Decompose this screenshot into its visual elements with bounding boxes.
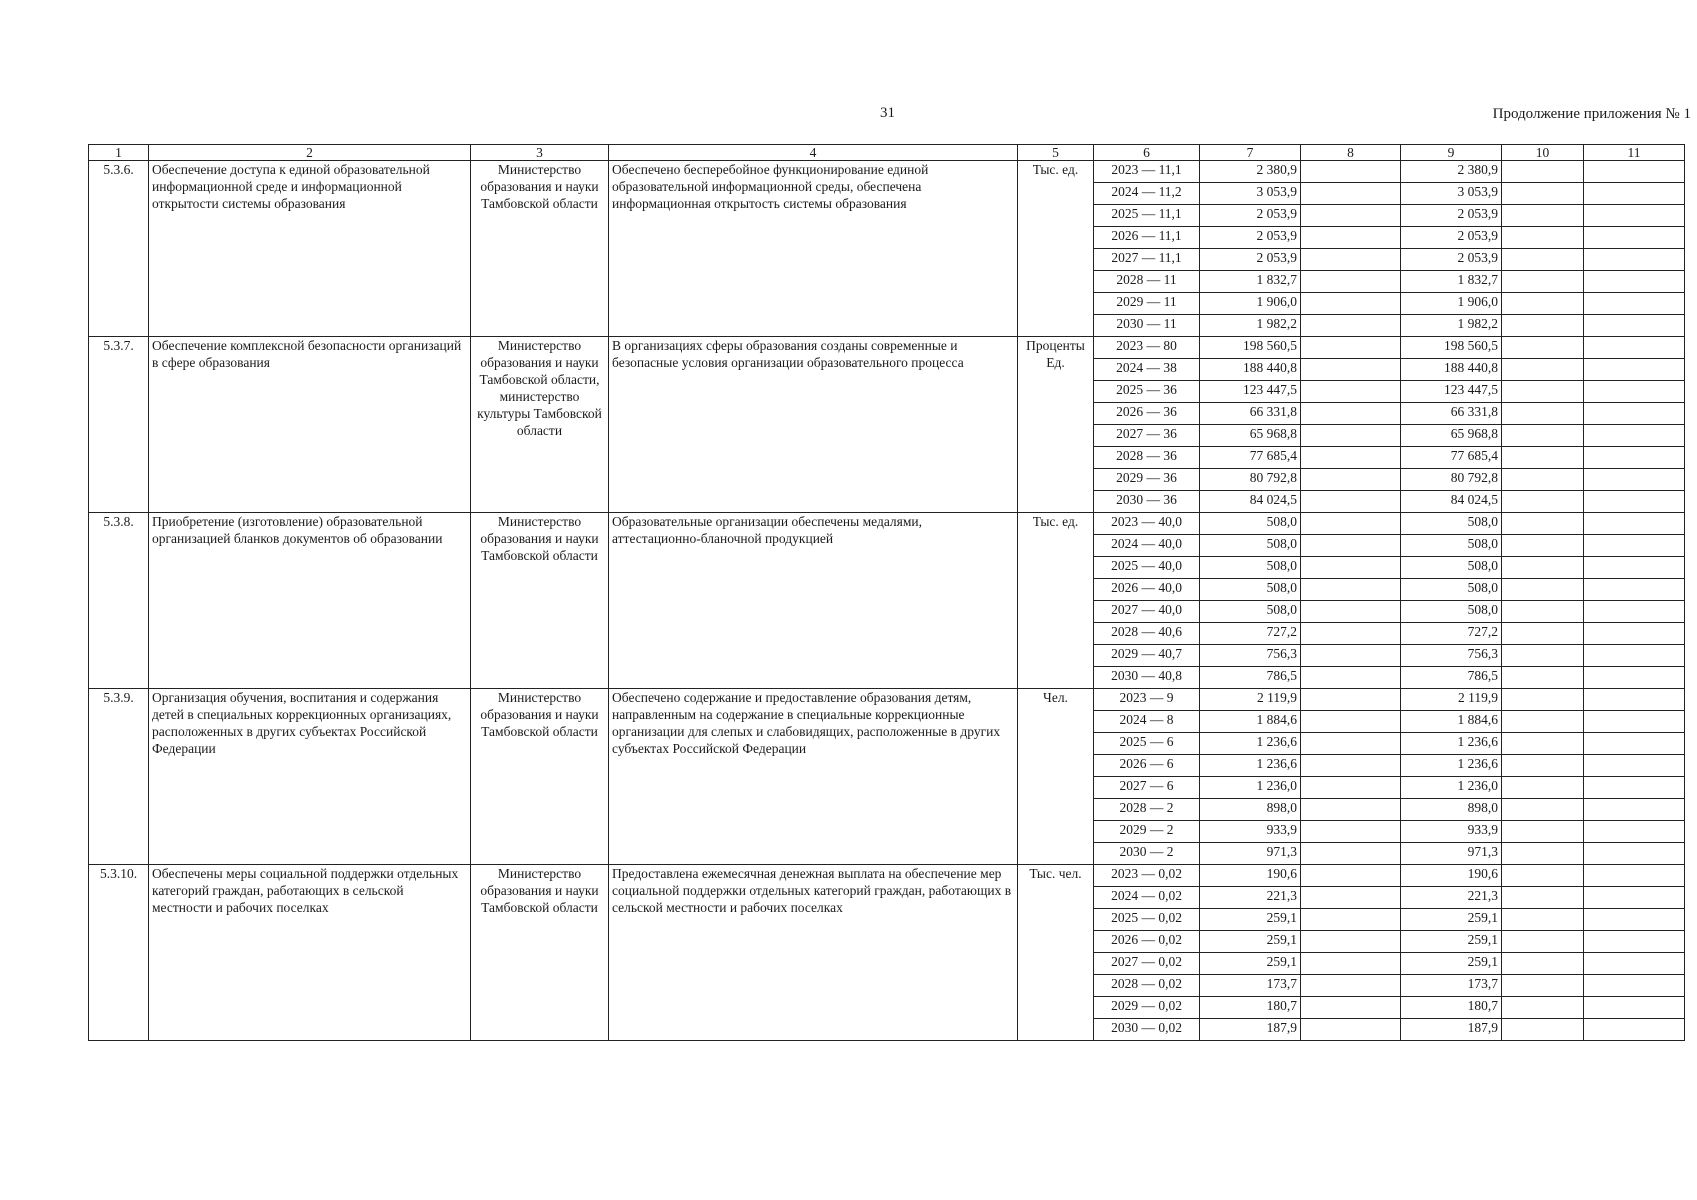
- total-value: 123 447,5: [1200, 381, 1301, 403]
- year-value: 2023 — 40,0: [1094, 513, 1200, 535]
- item-number: 5.3.7.: [89, 337, 149, 513]
- col10-value: [1502, 909, 1584, 931]
- col10-value: [1502, 821, 1584, 843]
- item-result: Образовательные организации обеспечены медалями, аттестационно-бланочной продукцией: [609, 513, 1018, 689]
- year-value: 2027 — 36: [1094, 425, 1200, 447]
- col10-value: [1502, 249, 1584, 271]
- col8-value: [1301, 513, 1401, 535]
- col10-value: [1502, 535, 1584, 557]
- col8-value: [1301, 491, 1401, 513]
- regional-value: 84 024,5: [1401, 491, 1502, 513]
- col11-value: [1584, 931, 1685, 953]
- regional-value: 80 792,8: [1401, 469, 1502, 491]
- regional-value: 1 884,6: [1401, 711, 1502, 733]
- header-row: [89, 145, 1685, 161]
- total-value: 180,7: [1200, 997, 1301, 1019]
- regional-value: 259,1: [1401, 931, 1502, 953]
- col10-value: [1502, 513, 1584, 535]
- total-value: 1 832,7: [1200, 271, 1301, 293]
- year-value: 2029 — 11: [1094, 293, 1200, 315]
- col10-value: [1502, 557, 1584, 579]
- table-row: [89, 865, 1685, 887]
- col11-value: [1584, 579, 1685, 601]
- col-header: 8: [1301, 145, 1401, 161]
- col10-value: [1502, 755, 1584, 777]
- regional-value: 1 236,0: [1401, 777, 1502, 799]
- total-value: 84 024,5: [1200, 491, 1301, 513]
- col-header: 11: [1584, 145, 1685, 161]
- regional-value: 1 982,2: [1401, 315, 1502, 337]
- regional-value: 3 053,9: [1401, 183, 1502, 205]
- total-value: 65 968,8: [1200, 425, 1301, 447]
- table-row: [89, 161, 1685, 183]
- col11-value: [1584, 821, 1685, 843]
- col8-value: [1301, 997, 1401, 1019]
- col8-value: [1301, 271, 1401, 293]
- item-result: Предоставлена ежемесячная денежная выплата на обеспечение мер социальной поддержки отдельных категорий граждан, работающих в сельской местности и рабочих поселках: [609, 865, 1018, 1041]
- item-unit: [1018, 337, 1094, 513]
- regional-value: 123 447,5: [1401, 381, 1502, 403]
- year-value: 2028 — 0,02: [1094, 975, 1200, 997]
- item-executor: Министерство образования и науки Тамбовской области, министерство культуры Тамбовской области: [471, 337, 609, 513]
- col8-value: [1301, 689, 1401, 711]
- col11-value: [1584, 469, 1685, 491]
- total-value: 3 053,9: [1200, 183, 1301, 205]
- col8-value: [1301, 667, 1401, 689]
- col8-value: [1301, 469, 1401, 491]
- col8-value: [1301, 293, 1401, 315]
- regional-value: 1 236,6: [1401, 755, 1502, 777]
- regional-value: 259,1: [1401, 909, 1502, 931]
- total-value: 508,0: [1200, 513, 1301, 535]
- item-unit: [1018, 865, 1094, 1041]
- col11-value: [1584, 667, 1685, 689]
- item-unit: [1018, 161, 1094, 337]
- col8-value: [1301, 843, 1401, 865]
- total-value: 2 119,9: [1200, 689, 1301, 711]
- col8-value: [1301, 865, 1401, 887]
- col11-value: [1584, 183, 1685, 205]
- regional-value: 508,0: [1401, 513, 1502, 535]
- col10-value: [1502, 887, 1584, 909]
- col8-value: [1301, 733, 1401, 755]
- col-header: 10: [1502, 145, 1584, 161]
- page-number: 31: [880, 105, 895, 121]
- total-value: 898,0: [1200, 799, 1301, 821]
- col11-value: [1584, 161, 1685, 183]
- col11-value: [1584, 689, 1685, 711]
- col10-value: [1502, 315, 1584, 337]
- col10-value: [1502, 183, 1584, 205]
- col8-value: [1301, 425, 1401, 447]
- col8-value: [1301, 755, 1401, 777]
- total-value: 1 236,6: [1200, 733, 1301, 755]
- main-table: [88, 144, 1685, 1041]
- col10-value: [1502, 953, 1584, 975]
- col8-value: [1301, 623, 1401, 645]
- col11-value: [1584, 997, 1685, 1019]
- total-value: 77 685,4: [1200, 447, 1301, 469]
- year-value: 2023 — 11,1: [1094, 161, 1200, 183]
- col10-value: [1502, 931, 1584, 953]
- col10-value: [1502, 293, 1584, 315]
- col8-value: [1301, 337, 1401, 359]
- item-name: Организация обучения, воспитания и содержания детей в специальных коррекционных организациях, расположенных в других субъектах Российской Федерации: [149, 689, 471, 865]
- col10-value: [1502, 689, 1584, 711]
- total-value: 259,1: [1200, 953, 1301, 975]
- unit-label: Чел.: [1043, 690, 1068, 705]
- col11-value: [1584, 557, 1685, 579]
- regional-value: 2 053,9: [1401, 227, 1502, 249]
- col11-value: [1584, 359, 1685, 381]
- col8-value: [1301, 381, 1401, 403]
- year-value: 2025 — 40,0: [1094, 557, 1200, 579]
- col8-value: [1301, 403, 1401, 425]
- col11-value: [1584, 403, 1685, 425]
- item-number: 5.3.9.: [89, 689, 149, 865]
- year-value: 2027 — 6: [1094, 777, 1200, 799]
- item-number: 5.3.8.: [89, 513, 149, 689]
- col11-value: [1584, 799, 1685, 821]
- year-value: 2028 — 40,6: [1094, 623, 1200, 645]
- col10-value: [1502, 381, 1584, 403]
- regional-value: 190,6: [1401, 865, 1502, 887]
- unit-label: Ед.: [1046, 355, 1065, 370]
- regional-value: 180,7: [1401, 997, 1502, 1019]
- item-result: Обеспечено содержание и предоставление образования детям, направленным на содержание в специальные коррекционные организации для слепых и слабовидящих, расположенные в других субъектах Российской Федерации: [609, 689, 1018, 865]
- year-value: 2029 — 36: [1094, 469, 1200, 491]
- total-value: 66 331,8: [1200, 403, 1301, 425]
- item-executor: Министерство образования и науки Тамбовской области: [471, 161, 609, 337]
- item-executor: Министерство образования и науки Тамбовской области: [471, 865, 609, 1041]
- total-value: 188 440,8: [1200, 359, 1301, 381]
- item-result: Обеспечено бесперебойное функционирование единой образовательной информационной среды, обеспечена информационная открытость системы образования: [609, 161, 1018, 337]
- year-value: 2027 — 0,02: [1094, 953, 1200, 975]
- year-value: 2024 — 0,02: [1094, 887, 1200, 909]
- regional-value: 187,9: [1401, 1019, 1502, 1041]
- regional-value: 1 236,6: [1401, 733, 1502, 755]
- item-name: Обеспечение комплексной безопасности организаций в сфере образования: [149, 337, 471, 513]
- col10-value: [1502, 425, 1584, 447]
- col8-value: [1301, 315, 1401, 337]
- col11-value: [1584, 447, 1685, 469]
- col8-value: [1301, 799, 1401, 821]
- total-value: 1 884,6: [1200, 711, 1301, 733]
- col10-value: [1502, 601, 1584, 623]
- col8-value: [1301, 645, 1401, 667]
- regional-value: 898,0: [1401, 799, 1502, 821]
- col-header: 6: [1094, 145, 1200, 161]
- item-number: 5.3.10.: [89, 865, 149, 1041]
- unit-label: Тыс. ед.: [1032, 514, 1079, 529]
- col10-value: [1502, 403, 1584, 425]
- col-header: 5: [1018, 145, 1094, 161]
- regional-value: 2 053,9: [1401, 249, 1502, 271]
- item-unit: [1018, 513, 1094, 689]
- col10-value: [1502, 161, 1584, 183]
- col-header: 4: [609, 145, 1018, 161]
- col-header: 2: [149, 145, 471, 161]
- regional-value: 77 685,4: [1401, 447, 1502, 469]
- table-row: [89, 337, 1685, 359]
- col11-value: [1584, 337, 1685, 359]
- col8-value: [1301, 535, 1401, 557]
- total-value: 786,5: [1200, 667, 1301, 689]
- year-value: 2024 — 11,2: [1094, 183, 1200, 205]
- col8-value: [1301, 975, 1401, 997]
- col11-value: [1584, 513, 1685, 535]
- total-value: 756,3: [1200, 645, 1301, 667]
- col8-value: [1301, 227, 1401, 249]
- item-name: Обеспечение доступа к единой образовательной информационной среде и информационной открытости системы образования: [149, 161, 471, 337]
- table-row: [89, 513, 1685, 535]
- regional-value: 2 053,9: [1401, 205, 1502, 227]
- year-value: 2027 — 11,1: [1094, 249, 1200, 271]
- col11-value: [1584, 755, 1685, 777]
- regional-value: 188 440,8: [1401, 359, 1502, 381]
- col10-value: [1502, 799, 1584, 821]
- year-value: 2023 — 80: [1094, 337, 1200, 359]
- col8-value: [1301, 579, 1401, 601]
- regional-value: 756,3: [1401, 645, 1502, 667]
- col10-value: [1502, 975, 1584, 997]
- regional-value: 508,0: [1401, 579, 1502, 601]
- regional-value: 1 906,0: [1401, 293, 1502, 315]
- regional-value: 198 560,5: [1401, 337, 1502, 359]
- year-value: 2030 — 0,02: [1094, 1019, 1200, 1041]
- col11-value: [1584, 381, 1685, 403]
- col8-value: [1301, 711, 1401, 733]
- total-value: 1 236,0: [1200, 777, 1301, 799]
- regional-value: 2 380,9: [1401, 161, 1502, 183]
- col11-value: [1584, 777, 1685, 799]
- col8-value: [1301, 601, 1401, 623]
- col11-value: [1584, 271, 1685, 293]
- col11-value: [1584, 953, 1685, 975]
- total-value: 508,0: [1200, 601, 1301, 623]
- total-value: 187,9: [1200, 1019, 1301, 1041]
- col11-value: [1584, 1019, 1685, 1041]
- col8-value: [1301, 359, 1401, 381]
- col11-value: [1584, 623, 1685, 645]
- col10-value: [1502, 271, 1584, 293]
- col8-value: [1301, 909, 1401, 931]
- col-header: 1: [89, 145, 149, 161]
- total-value: 2 053,9: [1200, 205, 1301, 227]
- total-value: 933,9: [1200, 821, 1301, 843]
- col11-value: [1584, 909, 1685, 931]
- col10-value: [1502, 337, 1584, 359]
- total-value: 2 380,9: [1200, 161, 1301, 183]
- col11-value: [1584, 843, 1685, 865]
- unit-label: Тыс. чел.: [1029, 866, 1082, 881]
- col10-value: [1502, 491, 1584, 513]
- total-value: 1 982,2: [1200, 315, 1301, 337]
- year-value: 2026 — 40,0: [1094, 579, 1200, 601]
- col11-value: [1584, 865, 1685, 887]
- item-unit: [1018, 689, 1094, 865]
- year-value: 2024 — 38: [1094, 359, 1200, 381]
- continuation-label: Продолжение приложения № 1: [1492, 106, 1691, 122]
- table-row: [89, 689, 1685, 711]
- col8-value: [1301, 205, 1401, 227]
- total-value: 259,1: [1200, 931, 1301, 953]
- col11-value: [1584, 887, 1685, 909]
- year-value: 2024 — 40,0: [1094, 535, 1200, 557]
- col-header: 9: [1401, 145, 1502, 161]
- col8-value: [1301, 953, 1401, 975]
- year-value: 2025 — 11,1: [1094, 205, 1200, 227]
- col10-value: [1502, 447, 1584, 469]
- item-executor: Министерство образования и науки Тамбовской области: [471, 689, 609, 865]
- regional-value: 786,5: [1401, 667, 1502, 689]
- col8-value: [1301, 161, 1401, 183]
- col10-value: [1502, 1019, 1584, 1041]
- regional-value: 173,7: [1401, 975, 1502, 997]
- col11-value: [1584, 601, 1685, 623]
- col8-value: [1301, 557, 1401, 579]
- col8-value: [1301, 1019, 1401, 1041]
- col10-value: [1502, 579, 1584, 601]
- col11-value: [1584, 975, 1685, 997]
- col10-value: [1502, 227, 1584, 249]
- year-value: 2024 — 8: [1094, 711, 1200, 733]
- total-value: 508,0: [1200, 557, 1301, 579]
- total-value: 1 906,0: [1200, 293, 1301, 315]
- regional-value: 65 968,8: [1401, 425, 1502, 447]
- year-value: 2026 — 6: [1094, 755, 1200, 777]
- col8-value: [1301, 249, 1401, 271]
- year-value: 2030 — 40,8: [1094, 667, 1200, 689]
- item-number: 5.3.6.: [89, 161, 149, 337]
- regional-value: 1 832,7: [1401, 271, 1502, 293]
- total-value: 259,1: [1200, 909, 1301, 931]
- col10-value: [1502, 997, 1584, 1019]
- regional-value: 2 119,9: [1401, 689, 1502, 711]
- col-header: 7: [1200, 145, 1301, 161]
- regional-value: 259,1: [1401, 953, 1502, 975]
- total-value: 508,0: [1200, 535, 1301, 557]
- item-executor: Министерство образования и науки Тамбовской области: [471, 513, 609, 689]
- col8-value: [1301, 931, 1401, 953]
- year-value: 2026 — 36: [1094, 403, 1200, 425]
- regional-value: 508,0: [1401, 601, 1502, 623]
- regional-value: 508,0: [1401, 557, 1502, 579]
- item-name: Обеспечены меры социальной поддержки отдельных категорий граждан, работающих в сельской местности и рабочих поселках: [149, 865, 471, 1041]
- col8-value: [1301, 887, 1401, 909]
- regional-value: 508,0: [1401, 535, 1502, 557]
- total-value: 508,0: [1200, 579, 1301, 601]
- year-value: 2023 — 9: [1094, 689, 1200, 711]
- col10-value: [1502, 733, 1584, 755]
- col8-value: [1301, 183, 1401, 205]
- col8-value: [1301, 821, 1401, 843]
- year-value: 2026 — 11,1: [1094, 227, 1200, 249]
- total-value: 198 560,5: [1200, 337, 1301, 359]
- total-value: 221,3: [1200, 887, 1301, 909]
- year-value: 2028 — 11: [1094, 271, 1200, 293]
- year-value: 2027 — 40,0: [1094, 601, 1200, 623]
- year-value: 2026 — 0,02: [1094, 931, 1200, 953]
- col11-value: [1584, 227, 1685, 249]
- regional-value: 727,2: [1401, 623, 1502, 645]
- col10-value: [1502, 205, 1584, 227]
- col10-value: [1502, 865, 1584, 887]
- col11-value: [1584, 205, 1685, 227]
- col11-value: [1584, 535, 1685, 557]
- year-value: 2029 — 40,7: [1094, 645, 1200, 667]
- item-result: В организациях сферы образования созданы современные и безопасные условия организации образовательного процесса: [609, 337, 1018, 513]
- total-value: 173,7: [1200, 975, 1301, 997]
- regional-value: 66 331,8: [1401, 403, 1502, 425]
- col10-value: [1502, 667, 1584, 689]
- col8-value: [1301, 777, 1401, 799]
- year-value: 2030 — 36: [1094, 491, 1200, 513]
- col10-value: [1502, 777, 1584, 799]
- year-value: 2028 — 2: [1094, 799, 1200, 821]
- year-value: 2025 — 0,02: [1094, 909, 1200, 931]
- col11-value: [1584, 315, 1685, 337]
- col10-value: [1502, 359, 1584, 381]
- total-value: 190,6: [1200, 865, 1301, 887]
- year-value: 2025 — 6: [1094, 733, 1200, 755]
- col8-value: [1301, 447, 1401, 469]
- col-header: 3: [471, 145, 609, 161]
- total-value: 80 792,8: [1200, 469, 1301, 491]
- col11-value: [1584, 491, 1685, 513]
- total-value: 2 053,9: [1200, 227, 1301, 249]
- col11-value: [1584, 249, 1685, 271]
- year-value: 2028 — 36: [1094, 447, 1200, 469]
- year-value: 2023 — 0,02: [1094, 865, 1200, 887]
- total-value: 1 236,6: [1200, 755, 1301, 777]
- col10-value: [1502, 711, 1584, 733]
- year-value: 2029 — 0,02: [1094, 997, 1200, 1019]
- unit-label: Тыс. ед.: [1032, 162, 1079, 177]
- regional-value: 933,9: [1401, 821, 1502, 843]
- col11-value: [1584, 293, 1685, 315]
- total-value: 727,2: [1200, 623, 1301, 645]
- year-value: 2030 — 2: [1094, 843, 1200, 865]
- item-name: Приобретение (изготовление) образовательной организацией бланков документов об образовании: [149, 513, 471, 689]
- year-value: 2030 — 11: [1094, 315, 1200, 337]
- col10-value: [1502, 623, 1584, 645]
- year-value: 2025 — 36: [1094, 381, 1200, 403]
- unit-label: Проценты: [1026, 338, 1085, 353]
- total-value: 971,3: [1200, 843, 1301, 865]
- col11-value: [1584, 645, 1685, 667]
- table-body: [89, 161, 1685, 1041]
- col11-value: [1584, 733, 1685, 755]
- col11-value: [1584, 711, 1685, 733]
- regional-value: 971,3: [1401, 843, 1502, 865]
- col10-value: [1502, 843, 1584, 865]
- year-value: 2029 — 2: [1094, 821, 1200, 843]
- total-value: 2 053,9: [1200, 249, 1301, 271]
- regional-value: 221,3: [1401, 887, 1502, 909]
- col10-value: [1502, 645, 1584, 667]
- col10-value: [1502, 469, 1584, 491]
- col11-value: [1584, 425, 1685, 447]
